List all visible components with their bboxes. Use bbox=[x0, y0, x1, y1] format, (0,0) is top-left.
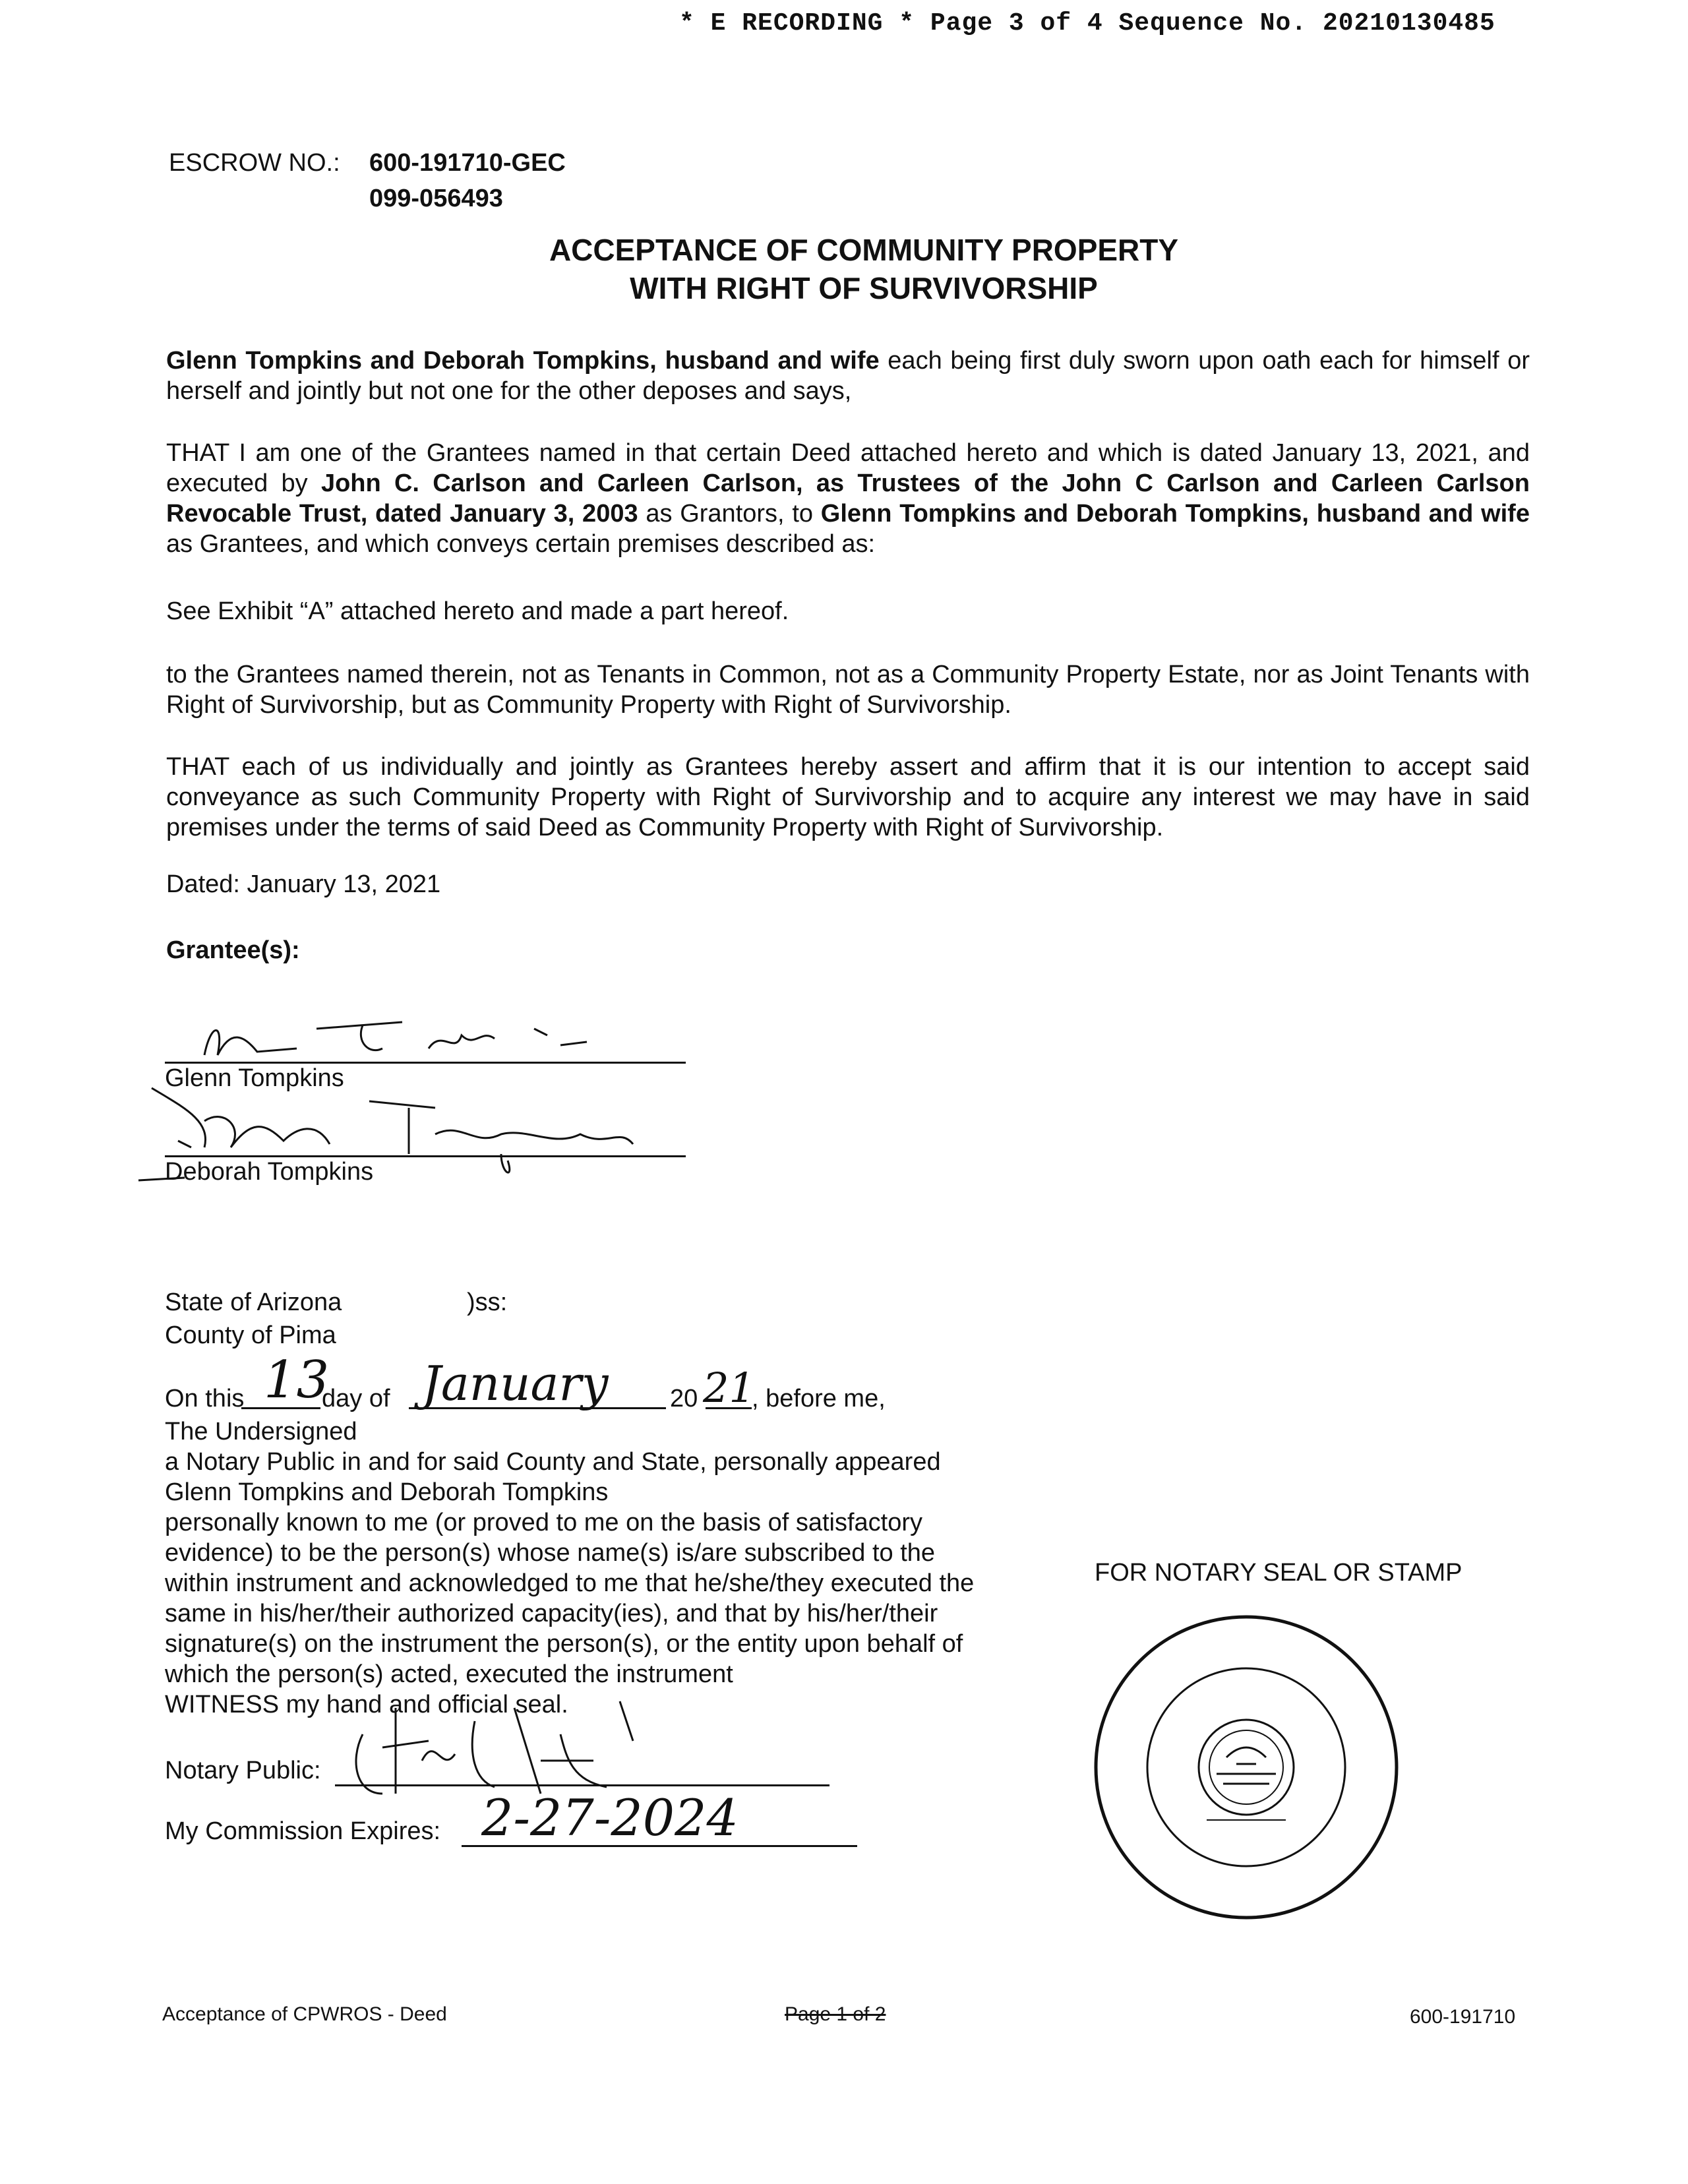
handwritten-expiration: 2-27-2024 bbox=[481, 1788, 738, 1847]
handwritten-day: 13 bbox=[264, 1350, 330, 1410]
exhibit-paragraph: See Exhibit “A” attached hereto and made a part hereof. bbox=[166, 597, 789, 625]
signer-name-2: Deborah Tompkins bbox=[165, 1158, 374, 1186]
handwritten-year: 21 bbox=[703, 1364, 755, 1412]
handwritten-month: January bbox=[422, 1356, 609, 1411]
notary-seal bbox=[1088, 1609, 1404, 1926]
notary-signature-line bbox=[335, 1784, 829, 1786]
signature-line-2 bbox=[165, 1155, 686, 1157]
footer-document-name: Acceptance of CPWROS - Deed bbox=[162, 2003, 447, 2025]
notary-public-label: Notary Public: bbox=[165, 1757, 321, 1784]
document-title-line2: WITH RIGHT OF SURVIVORSHIP bbox=[630, 271, 1098, 305]
venue-state: State of Arizona bbox=[165, 1289, 342, 1316]
signature-line-1 bbox=[165, 1062, 686, 1064]
day-blank-line bbox=[241, 1407, 320, 1409]
commission-expires-line bbox=[462, 1845, 857, 1847]
deed-paragraph: THAT I am one of the Grantees named in that certain Deed attached hereto and which is dated January 13, 2021, and executed by John C. Carlson and Carleen Carlson, as Trustees of the John C Carlson and Carleen Carlson Revocable Trust, dated January 3, 2003 as Grantors, to Glenn Tompkins and Deborah Tompkins, husband and wife as Grantees, and which conveys certain premises described as: bbox=[166, 439, 1530, 558]
document-title-line1: ACCEPTANCE OF COMMUNITY PROPERTY bbox=[549, 233, 1179, 267]
ack-day-of: day of bbox=[322, 1385, 390, 1412]
venue-county: County of Pima bbox=[165, 1321, 336, 1349]
glenn-signature bbox=[165, 1009, 692, 1068]
escrow-label: ESCROW NO.: bbox=[169, 149, 340, 177]
month-blank-line bbox=[409, 1407, 666, 1409]
affiants-names: Glenn Tompkins and Deborah Tompkins, husband and wife bbox=[166, 347, 880, 375]
affirmation-paragraph: THAT each of us individually and jointly as Grantees hereby assert and affirm that it is our intention to accept said conveyance as such Community Property with Right of Survivorship and to acquire any interest we may have in said premises under the terms of said Deed as Community Property with Right of Survivorship. bbox=[166, 753, 1530, 841]
footer-file-number: 600-191710 bbox=[1410, 2006, 1516, 2028]
signer-name-1: Glenn Tompkins bbox=[165, 1064, 344, 1092]
dated-line: Dated: January 13, 2021 bbox=[166, 870, 441, 898]
grantees-names: Glenn Tompkins and Deborah Tompkins, husband and wife bbox=[820, 500, 1530, 528]
year-blank-line bbox=[706, 1407, 752, 1409]
escrow-number-primary: 600-191710-GEC bbox=[369, 149, 566, 177]
grantees-heading: Grantee(s): bbox=[166, 936, 300, 964]
recording-header: * E RECORDING * Page 3 of 4 Sequence No. 20210130485 bbox=[679, 9, 1495, 38]
footer-page-number: Page 1 of 2 bbox=[785, 2003, 886, 2025]
ack-before-me: , before me, bbox=[752, 1385, 886, 1412]
commission-expires-label: My Commission Expires: bbox=[165, 1817, 441, 1845]
affiant-paragraph: Glenn Tompkins and Deborah Tompkins, husband and wife each being first duly sworn upon oath each for himself or herself and jointly but not one for the other deposes and says, bbox=[166, 347, 1530, 405]
ack-on-this: On this bbox=[165, 1385, 245, 1412]
seal-area-label: FOR NOTARY SEAL OR STAMP bbox=[1095, 1559, 1462, 1587]
notary-acknowledgment: The Undersigned a Notary Public in and for said County and State, personally appeared Glenn Tompkins and Deborah Tompkins personally known to me (or proved to me on the basis of satisfactory evidence) to be the person(s) whose name(s) is/are subscribed to the within instrument and acknowledged to me that he/she/they executed the same in his/her/their authorized capacity(ies), and that by his/her/their signature(s) on the instrument the person(s), or the entity upon behalf of which the person(s) acted, executed the instrument WITNESS my hand and official seal. bbox=[165, 1418, 975, 1718]
venue-ss: )ss: bbox=[467, 1289, 508, 1316]
grantors-names: John C. Carlson and Carleen Carlson, as Trustees of the John C Carlson and Carleen Carlson Revocable Trust, dated January 3, 2003 bbox=[166, 470, 1530, 528]
ack-year-prefix: 20 bbox=[670, 1385, 698, 1412]
escrow-number-secondary: 099-056493 bbox=[369, 185, 503, 212]
tenancy-paragraph: to the Grantees named therein, not as Tenants in Common, not as a Community Property Estate, nor as Joint Tenants with Right of Survivorship, but as Community Property with Right of Survivorship. bbox=[166, 661, 1530, 719]
